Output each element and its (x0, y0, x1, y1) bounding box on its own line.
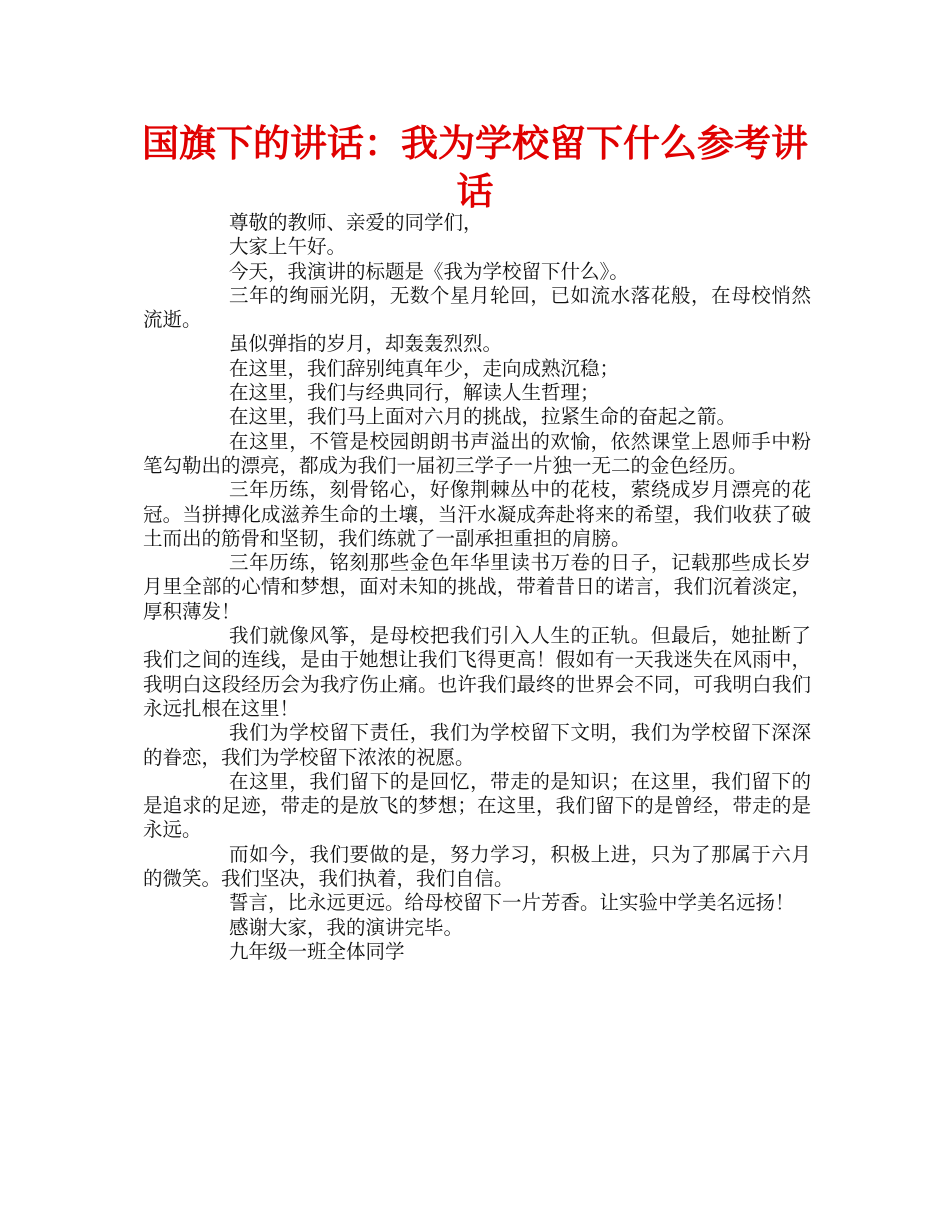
paragraph: 在这里，我们马上面对六月的挑战，拉紧生命的奋起之箭。 (229, 405, 737, 429)
document-title: 国旗下的讲话：我为学校留下什么参考讲话 (142, 122, 808, 213)
paragraph: 誓言，比永远更远。给母校留下一片芳香。让实验中学美名远扬！ (229, 891, 795, 915)
document-body (143, 211, 811, 964)
paragraph-signature: 九年级一班全体同学 (229, 939, 405, 963)
paragraph: 在这里，我们辞别纯真年少，走向成熟沉稳； (229, 356, 620, 380)
paragraph: 在这里，我们留下的是回忆，带走的是知识；在这里，我们留下的是追求的足迹，带走的是放飞的梦想；在这里，我们留下的是曾经，带走的是永远。 (143, 769, 811, 842)
paragraph: 三年的绚丽光阴，无数个星月轮回，已如流水落花般，在母校悄然流逝。 (143, 283, 811, 332)
paragraph: 三年历练，刻骨铭心，好像荆棘丛中的花枝，萦绕成岁月漂亮的花冠。当拼搏化成滋养生命的土壤，当汗水凝成奔赴将来的希望，我们收获了破土而出的筋骨和坚韧，我们练就了一副承担重担的肩膀。 (143, 478, 811, 550)
paragraph-salutation: 尊敬的教师、亲爱的同学们， (229, 211, 483, 234)
paragraph: 虽似弹指的岁月，却轰轰烈烈。 (229, 332, 503, 356)
paragraph: 我们为学校留下责任，我们为学校留下文明，我们为学校留下深深的眷恋，我们为学校留下浓浓的祝愿。 (143, 721, 811, 769)
paragraph: 在这里，我们与经典同行，解读人生哲理； (229, 381, 600, 405)
paragraph: 三年历练，铭刻那些金色年华里读书万卷的日子，记载那些成长岁月里全部的心情和梦想，面对未知的挑战，带着昔日的诺言，我们沉着淡定，厚积薄发！ (143, 551, 811, 623)
paragraph: 在这里，不管是校园朗朗书声溢出的欢愉，依然课堂上恩师手中粉笔勾勒出的漂亮，都成为我们一届初三学子一片独一无二的金色经历。 (143, 429, 811, 477)
paragraph: 我们就像风筝，是母校把我们引入人生的正轨。但最后，她扯断了我们之间的连线，是由于她想让我们飞得更高！假如有一天我迷失在风雨中，我明白这段经历会为我疗伤止痛。也许我们最终的世界会不同，可我明白我们永远扎根在这里！ (143, 624, 811, 720)
paragraph: 而如今，我们要做的是，努力学习，积极上进，只为了那属于六月的微笑。我们坚决，我们执着，我们自信。 (143, 842, 811, 891)
paragraph-greeting: 大家上午好。 (229, 235, 347, 259)
paragraph: 今天，我演讲的标题是《我为学校留下什么》。 (229, 259, 629, 283)
paragraph-closing: 感谢大家，我的演讲完毕。 (229, 915, 464, 939)
